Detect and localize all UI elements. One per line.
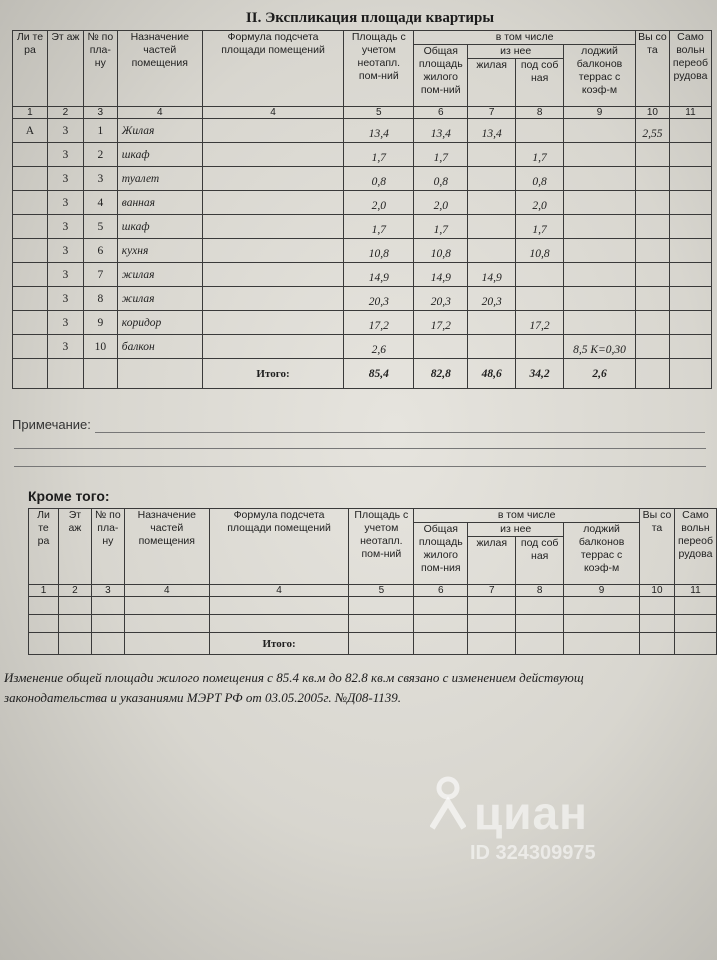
row-plan-no: 1 [83, 119, 117, 143]
totals-balcony: 2,6 [564, 359, 636, 389]
row-aux-area: 10,8 [516, 239, 564, 263]
row-height [635, 143, 669, 167]
row-room-name: шкаф [117, 215, 202, 239]
row-room-name: балкон [117, 335, 202, 359]
row-height [635, 191, 669, 215]
row-area: 2,0 [344, 191, 414, 215]
column-number-2: 2 [47, 107, 83, 119]
row-floor: 3 [47, 191, 83, 215]
row-living-area: 20,3 [468, 287, 516, 311]
header2-total-living: Общая площадь жилого пом-ния [414, 523, 468, 585]
table-row [13, 335, 712, 359]
watermark-logo: циан [474, 787, 588, 839]
row-balcony-area [564, 143, 636, 167]
row-litera [13, 191, 48, 215]
row-total-area: 10,8 [414, 239, 468, 263]
row-living-area [468, 167, 516, 191]
column-number-1: 1 [29, 585, 59, 597]
row-floor: 3 [47, 335, 83, 359]
column-number-11: 10 [640, 585, 675, 597]
row-litera [13, 335, 48, 359]
row-floor: 3 [47, 215, 83, 239]
row-litera [13, 167, 48, 191]
column-number-10: 9 [564, 107, 636, 119]
column-number-2: 2 [58, 585, 91, 597]
row-room-name: туалет [117, 167, 202, 191]
row-formula [202, 215, 344, 239]
row-floor: 3 [47, 167, 83, 191]
header2-including: в том числе [414, 509, 640, 523]
row-self-built [669, 215, 711, 239]
table-row [13, 215, 712, 239]
note-line-2 [14, 448, 706, 449]
row-living-area [468, 143, 516, 167]
note-line-3 [14, 466, 706, 467]
column-number-12: 11 [674, 585, 716, 597]
row-plan-no: 10 [83, 335, 117, 359]
totals-aux: 34,2 [516, 359, 564, 389]
row-plan-no: 3 [83, 167, 117, 191]
column-number-9: 8 [516, 107, 564, 119]
row-balcony-area [564, 167, 636, 191]
row-area: 20,3 [344, 287, 414, 311]
table-row [13, 143, 712, 167]
row-balcony-area [564, 287, 636, 311]
area-change-line-1: Изменение общей площади жилого помещения с 85.4 кв.м до 82.8 кв.м связано с изменением действующ [4, 670, 584, 685]
row-litera: А [13, 119, 48, 143]
header2-auxiliary: под соб ная [516, 537, 564, 585]
header-litera: Ли те ра [13, 31, 48, 107]
row-balcony-area [564, 263, 636, 287]
explication-table [12, 30, 712, 389]
area-change-note [4, 668, 716, 708]
totals-total: 82,8 [414, 359, 468, 389]
header2-self-built: Само вольн переоб рудова [674, 509, 716, 585]
column-number-7: 6 [414, 585, 468, 597]
header-auxiliary: под соб ная [516, 59, 564, 107]
row-area: 2,6 [344, 335, 414, 359]
additional-table [28, 508, 717, 655]
row-balcony-area: 8,5 К=0,30 [564, 335, 636, 359]
row-height [635, 287, 669, 311]
row-formula [202, 167, 344, 191]
row-height [635, 311, 669, 335]
row-plan-no: 6 [83, 239, 117, 263]
row-formula [202, 191, 344, 215]
row-floor: 3 [47, 239, 83, 263]
row-area: 13,4 [344, 119, 414, 143]
row-formula [202, 335, 344, 359]
document-title: II. Экспликация площади квартиры [245, 10, 495, 26]
header2-of-it: из нее [468, 523, 564, 537]
row-litera [13, 311, 48, 335]
row-litera [13, 263, 48, 287]
row-litera [13, 143, 48, 167]
header-self-built: Само вольн переоб рудова [669, 31, 711, 107]
watermark-id: ID 324309975 [470, 842, 596, 864]
row-room-name: жилая [117, 263, 202, 287]
row-aux-area [516, 263, 564, 287]
totals2-label: Итого: [209, 633, 349, 655]
row-formula [202, 311, 344, 335]
column-number-11: 10 [635, 107, 669, 119]
row-aux-area [516, 335, 564, 359]
row-formula [202, 119, 344, 143]
row-room-name: коридор [117, 311, 202, 335]
table-row [13, 239, 712, 263]
header-of-it: из нее [468, 45, 564, 59]
row-plan-no: 2 [83, 143, 117, 167]
row-balcony-area [564, 215, 636, 239]
row-room-name: жилая [117, 287, 202, 311]
row-height [635, 335, 669, 359]
row-aux-area: 2,0 [516, 191, 564, 215]
header-area-unheated: Площадь с учетом неотапл. пом-ний [344, 31, 414, 107]
column-number-4: 4 [124, 585, 209, 597]
header-plan-no: № по пла- ну [83, 31, 117, 107]
row-total-area: 13,4 [414, 119, 468, 143]
row-aux-area: 1,7 [516, 215, 564, 239]
row-litera [13, 239, 48, 263]
header-height: Вы со та [635, 31, 669, 107]
column-number-3: 3 [83, 107, 117, 119]
row-height [635, 167, 669, 191]
header-living: жилая [468, 59, 516, 107]
row-self-built [669, 263, 711, 287]
header2-litera: Ли те ра [29, 509, 59, 585]
row-floor: 3 [47, 311, 83, 335]
krome-label: Кроме того: [28, 488, 110, 504]
row-height [635, 263, 669, 287]
row-floor: 3 [47, 287, 83, 311]
row-plan-no: 8 [83, 287, 117, 311]
note-line-1 [95, 432, 705, 433]
row-floor: 3 [47, 119, 83, 143]
row-room-name: ванная [117, 191, 202, 215]
row-height [635, 239, 669, 263]
row-floor: 3 [47, 263, 83, 287]
row-self-built [669, 239, 711, 263]
row-self-built [669, 143, 711, 167]
header2-balcony: лоджий балконов террас с коэф-м [564, 523, 640, 585]
header2-floor: Эт аж [58, 509, 91, 585]
row-aux-area [516, 287, 564, 311]
row-total-area: 1,7 [414, 215, 468, 239]
table-row [13, 263, 712, 287]
note-label: Примечание: [12, 417, 91, 432]
table-row [13, 287, 712, 311]
table-row [13, 311, 712, 335]
row-aux-area: 0,8 [516, 167, 564, 191]
column-number-6: 5 [344, 107, 414, 119]
row-aux-area [516, 119, 564, 143]
row-living-area: 13,4 [468, 119, 516, 143]
row-formula [202, 287, 344, 311]
header-floor: Эт аж [47, 31, 83, 107]
row-living-area [468, 215, 516, 239]
table-row [13, 167, 712, 191]
column-number-7: 6 [414, 107, 468, 119]
row-room-name: шкаф [117, 143, 202, 167]
row-self-built [669, 287, 711, 311]
row-height [635, 215, 669, 239]
row-self-built [669, 119, 711, 143]
column-number-3: 3 [91, 585, 124, 597]
row-formula [202, 143, 344, 167]
row-room-name: кухня [117, 239, 202, 263]
row-area: 1,7 [344, 143, 414, 167]
row-living-area [468, 335, 516, 359]
header2-height: Вы со та [640, 509, 675, 585]
row-total-area: 0,8 [414, 167, 468, 191]
row-total-area: 20,3 [414, 287, 468, 311]
row-aux-area: 1,7 [516, 143, 564, 167]
table-row [13, 119, 712, 143]
row-area: 14,9 [344, 263, 414, 287]
row-total-area: 2,0 [414, 191, 468, 215]
row-floor: 3 [47, 143, 83, 167]
table-row [13, 191, 712, 215]
column-number-8: 7 [468, 585, 516, 597]
column-number-10: 9 [564, 585, 640, 597]
row-total-area: 14,9 [414, 263, 468, 287]
row-total-area [414, 335, 468, 359]
row-plan-no: 5 [83, 215, 117, 239]
row-total-area: 17,2 [414, 311, 468, 335]
column-number-8: 7 [468, 107, 516, 119]
row-plan-no: 9 [83, 311, 117, 335]
location-pin-icon [430, 774, 466, 830]
row-room-name: Жилая [117, 119, 202, 143]
row-formula [202, 263, 344, 287]
row-self-built [669, 167, 711, 191]
row-self-built [669, 191, 711, 215]
row-litera [13, 215, 48, 239]
column-number-5: 4 [202, 107, 344, 119]
header-purpose: Назначение частей помещения [117, 31, 202, 107]
row-living-area: 14,9 [468, 263, 516, 287]
row-balcony-area [564, 239, 636, 263]
row-total-area: 1,7 [414, 143, 468, 167]
row-height: 2,55 [635, 119, 669, 143]
row-self-built [669, 311, 711, 335]
header2-living: жилая [468, 537, 516, 585]
row-balcony-area [564, 311, 636, 335]
row-formula [202, 239, 344, 263]
row-living-area [468, 311, 516, 335]
header2-formula: Формула подсчета площади помещений [209, 509, 349, 585]
column-number-9: 8 [516, 585, 564, 597]
row-balcony-area [564, 191, 636, 215]
column-number-1: 1 [13, 107, 48, 119]
header-total-living: Общая площадь жилого пом-ний [414, 45, 468, 107]
header-formula: Формула подсчета площади помещений [202, 31, 344, 107]
row-balcony-area [564, 119, 636, 143]
row-plan-no: 7 [83, 263, 117, 287]
row-litera [13, 287, 48, 311]
row-area: 0,8 [344, 167, 414, 191]
column-number-4: 4 [117, 107, 202, 119]
row-living-area [468, 191, 516, 215]
row-area: 1,7 [344, 215, 414, 239]
row-area: 10,8 [344, 239, 414, 263]
row-self-built [669, 335, 711, 359]
area-change-line-2: законодательства и указаниями МЭРТ РФ от 03.05.2005г. №Д08-1139. [4, 690, 402, 705]
header-including: в том числе [414, 31, 636, 45]
header-balcony: лоджий балконов террас с коэф-м [564, 45, 636, 107]
row-living-area [468, 239, 516, 263]
column-number-5: 4 [209, 585, 349, 597]
row-area: 17,2 [344, 311, 414, 335]
column-number-12: 11 [669, 107, 711, 119]
header2-purpose: Назначение частей помещения [124, 509, 209, 585]
row-plan-no: 4 [83, 191, 117, 215]
totals-label: Итого: [202, 359, 344, 389]
totals-area: 85,4 [344, 359, 414, 389]
header2-plan-no: № по пла- ну [91, 509, 124, 585]
header2-area-unheated: Площадь с учетом неотапл. пом-ний [349, 509, 414, 585]
row-aux-area: 17,2 [516, 311, 564, 335]
totals-living: 48,6 [468, 359, 516, 389]
column-number-6: 5 [349, 585, 414, 597]
